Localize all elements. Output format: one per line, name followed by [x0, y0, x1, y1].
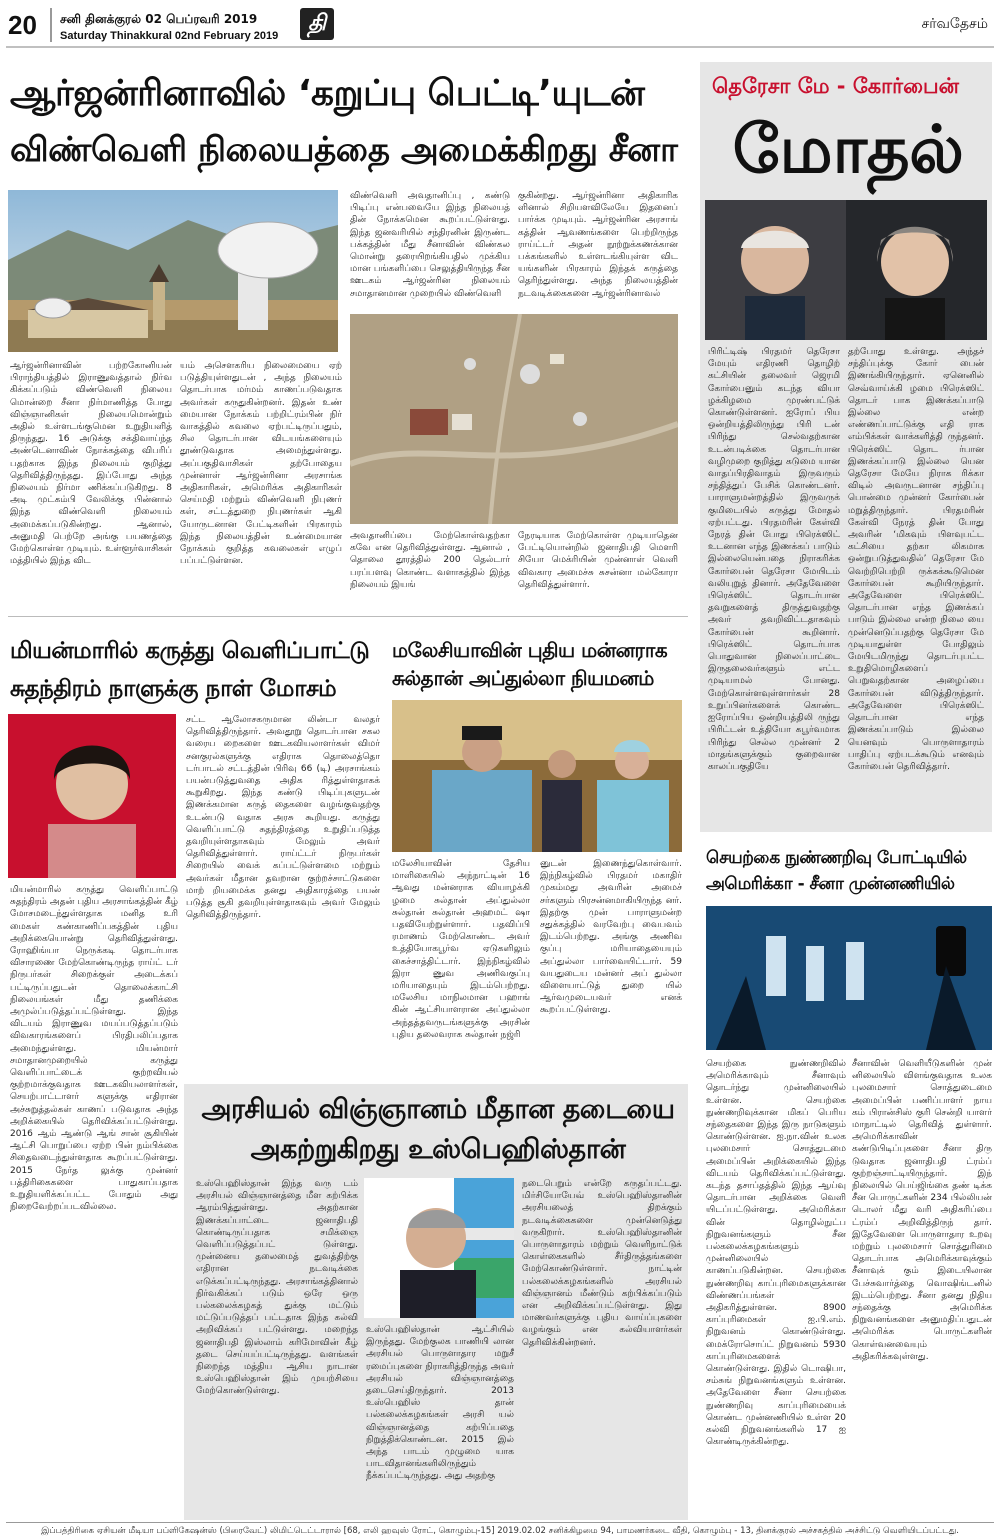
article2-photo-leaders [705, 200, 987, 340]
section-title: சர்வதேசம் [921, 16, 988, 32]
article3-photo-suu-kyi [8, 714, 176, 878]
footer-rule [6, 1522, 994, 1523]
article1-headline-line2: விண்வெளி நிலையத்தை அமைக்கிறது சீனா [10, 130, 678, 170]
article5-column-1: செயற்கை நுண்ணறிவில் அமெரிக்காவும் சீனாவும் தொடர்ந்து முன்னிலையில் உள்ளன. செயற்கை நுண்ணறிவுக்கான மிகப் பெரிய சந்தைகளை இந்த இரு நாடுகளும் கொண்டுள்ளன. ஐ.நா.வின் உலக புலமைசார் சொத்துடமை அமைப்பின் அறிக்கையில் இந்த விடயம் தெரிவிக்கப்பட்டுள்ளது. கடந்த தசாப்தத்தில் இந்த ஆய்வு தொடர்பான அறிக்கை வெளி யிடப்பட்டுள்ளது. அமெரிக்கா வின் தொழில்நுட்ப நிறுவனங்களும் சீன பல்கலைக்கழகங்களும் முன்னிலையில் காணப்படுகின்றன. செயற்கை நுண்ணறிவு காப்புரிமைகளுக்கான விண்ணப்பங்கள் அதிகரித்துள்ளன. 8900 காப்புரிமைகள் ஐ.பி.எம். நிறுவனம் கொண்டுள்ளது. மைக்ரோசொப்ட் நிறுவனம் 5930 காப்புரிமைகளைக் கொண்டுள்ளது. இதில் டொஷிபா, சம்சுங் நிறுவனங்களும் உள்ளன. அதேவேளை சீனா செயற்கை நுண்ணறிவு காப்புரிமையைக் கொண்ட முன்னணியில் உள்ள 20 கல்வி நிறுவனங்களில் 17 ஐ கொண்டிருக்கின்றது. [706, 1059, 846, 1448]
date-english: Saturday Thinakkural 02nd February 2019 [60, 30, 279, 42]
antenna-photo-illustration [8, 190, 338, 352]
article4-column-2: னுடன் இணைந்துகொள்வார். இந்நிகழ்வில் பிரதமர் மகாதிர் முகம்மது அவரின் அமைச் சர்களும் பிரசன்னமாகியிருந்த னர். இதற்கு முன் பாராளுமன்ற சதுக்கத்தில் வரவேற்பு வைபவம் இடம்பெற்றது. அங்கு அணிவ குப்பு மரியாதையையும் அப்துல்லா பார்வையிட்டார். 59 வயதுடைய மன்னர் அப் துல்லா விளையாட்டுத் துறை யில் ஆர்வமுடையவர் எனக் கூறப்பட்டுள்ளது. [540, 859, 682, 1016]
article1-column-3: விண்வெளி அவதானிப்பு , கண்டு பிடிப்பு என்பவையே இந்த நிலையத் தின் நோக்கமென கூறப்பட்டுள்ளது. இந்த ஜனவரியில் சந்திரனின் இருண்ட பக்கத்தின் மீது சீனாவின் விண்கல மொன்று தரையிறங்கியதில் முக்கிய மான பங்களிப்பை செலுத்தியிருந்த சீன ஊடகம் ஆர்ஜன்ரின நிலையம் சமாதானமான முறையில் விண்வெளி [350, 191, 510, 299]
satellite-photo-illustration [350, 314, 678, 524]
article6-headline-line2: அகற்றுகிறது உஸ்பெஹிஸ்தான் [250, 1134, 626, 1165]
page-number: 20 [8, 10, 37, 40]
article1-column-6: நேரடியாக மேற்கொள்ள முடியாதென பேட்டியொன்றில் ஜனாதிபதி மௌரி சியோ மெக்ரியின் முன்னாள் வெளி விவகார அமைச்சு சுசன்னா மல்கோரா தெரிவித்துள்ளார். [518, 531, 678, 590]
article4-headline-line1: மலேசியாவின் புதிய மன்னராக [392, 638, 668, 662]
article1-photo-antenna [8, 190, 338, 352]
article3-headline-line2: சுதந்திரம் நாளுக்கு நாள் மோசம் [10, 676, 337, 702]
header-rule [6, 46, 994, 48]
article4-column-1: மலேசியாவின் தேசிய மாளிகையில் அந்நாட்டின் 16 ஆவது மன்னராக வியாழக்கி ழமை சுல்தான் அப்துல்லா சுல்தான் சுல்தான் அஹமட் ஷா பதவியேற்றுள்ளார். பதவிப்பி ரமாணம் மேற்கொண்ட அவர் உத்தியோகபூர்வ ஏடுகளிலும் கைச்சாத்திட்டார். இந்நிகழ்வில் இரா ணுவ அணிவகுப்பு மரியாதையும் இடம்பெற்றது. மலேசிய மாநிலமான பஹாங் கின் ஆட்சியாளரான அப்துல்லா அந்தத்தவருடங்களுக்கு அரசின் புதிய தலைவராக சுல்தான் நஜ்ரி [392, 859, 530, 1040]
article4-headline-line2: சுல்தான் அப்துல்லா நியமனம் [392, 666, 654, 690]
article5-headline-line1: செயற்கை நுண்ணறிவு போட்டியில் [706, 848, 967, 868]
article6-headline-line1: அரசியல் விஞ்ஞானம் மீதான தடையை [201, 1094, 675, 1125]
article1-column-4: குகின்றது. ஆர்ஜன்ரினா அதிகாரிக ளினால் சிறியளவிலேயே இதனைப் பார்க்க முடியும். ஆர்ஜன்ரின அரசாங் கத்தின் ஆவணங்களை பெற்றிருந்த ராய்ட்டர் அதன் நூற்றுக்கணக்கான பக்கங்களில் உள்ளடங்கியுள்ள விட யங்களின் பிரகாரம் இந்தக் கருத்தை தெரிந்துள்ளது. அந்த நிலையத்தின் நடவடிக்கைகளை ஆர்ஜன்ரினாவல் [518, 191, 678, 299]
suu-kyi-photo-illustration [8, 714, 176, 878]
article2-column-2: தற்போது உள்ளது. அந்தச் சந்திப்புக்கு கோர் பைன் இணங்கியிருந்தார். ஏனெனில் செவ்வாய்க்கி ழமை பிரெக்ஸிட் தொடர் பாக இணக்கப்பாடு இல்லை என்ற எண்ணப்பாட்டுக்கு எதி ராக எம்பிக்கள் வாக்களித்தி ருந்தனர். பிரெக்ஸிட் தொட ர்பான இணக்கப்பாடு இல்லை யென தெரேசா மேயே நிராக ரிக்கா விடில் அவருடனான சந்திப்பு பொன்மை முன்னர் கோர்பைன் மறுத்திருந்தார். பிரதமரின் கேள்வி நேரத் தின் போது அவரின் ‘மிகவும் பிளவுபட்ட கட்சியை தற்கா லிகமாக ஒன்றுபடுத்துவதில்’ தெரேசா மே வெற்றிபெற்றி ருக்கக்கூடுமென கோர்பைன் கூறியிருந்தார். அதேவேளை பிரெக்ஸிட் தொடர்பான எந்த இணக்கப் பாடும் இல்லை என்ற நிலை யை முன்னெடுப்பதற்கு தெரேசா மே முடியாதுள்ள போதிலும் மேயிடமிருந்து தொடர்புபட்ட உறுதிமொழிகளைப் பெறுவதற்கான அழைப்பை கோர்பைன் விடுத்திருந்தார். அதேவேளை பிரெக்ஸிட் தொடர்பான எந்த இணக்கப்பாடும் இல்லை யெனவும் பொருளாதாரம் பாதிப்பு ஏற்படக்கூடும் எனவும் கோர்பைன் தெரிவித்தார். [848, 347, 984, 772]
article4-photo-sultan [392, 700, 682, 852]
article3-column-2: சட்ட ஆலோசகருமான லின்டா வலதர் தெரிவித்திருந்தார். அவதூறு தொடர்பான சகல வரைய றைகளை ஊடகவியலாளர்கள் விமர் சனகுரல்களுக்கு எதிராக தொலைத்தொ டர்பாடல் சட்டத்தின் பிரிவு 66 (டி) அரசாங்கம் பயன்படுத்துவதை அதிக ரித்துள்ளதாகக் கூறுகிறது. இந்த கண்டு பிடிப்புகளுடன் இணக்கமான கருத் தைகளை வழங்குவதற்கு உடன்படு வதாக அரசு கூறியது. கருத்து வெளிப்பாட்டு சுதந்திரத்தை உறுதிப்படுத்த தவறியுள்ளதாகவும் மேலும் அவர் தெரிவித்துள்ளார். ராய்ட்டர் நிருபர்கள் சிறையில் வைக் கப்பட்டுள்ளமை மற்றும் அவர்கள் மீதான தவறான குற்றச்சாட்டுகளை மாற் றியமைக்க தனது அதிகாரத்தை பயன் படுத்த சூகி தவறியுள்ளதாகவும் அவர் மேலும் தெரிவித்திருந்தார். [186, 715, 380, 921]
article2-column-1: பிரிட்டிஷ் பிரதமர் தெரேசா மேயும் எதிரணி தொழிற் கட்சியின் தலைவர் ஜெரமி கோர்பைனும் கடந்த வியா ழக்கிழமை முரண்பட்டுக் கொண்டுள்ளனர். ஐரோப் பிய ஒன்றியத்திலிருந்து பிரி டன் பிரிந்து செல்வதற்கான உடன்படிக்கை தொடர்பான வழிமுறை குறித்து கடுமை யான வாதப்பிரதிவாதம் இருவரும் சந்தித்துப் பேசிக் கொண்டனர். பாராளுமன்றத்தில் இருவருக் குமிடையில் கருத்து மோதல் ஏற்பட்டது. பிரதமரின் கேள்வி நேரத் தின் போது பிரெக்ஸிட் உடனான எந்த இணக்கப் பாடும் இல்லையென்பதை நிராகரிக்க கோர்பைன் தெரேசா மேயிடம் வலியுறுத் தினார். அதேவேளை பிரெக்ஸிட் தொடர்பான தவறுகளைத் திருத்துவதற்கு அவர் தவறிவிட்டதாகவும் கோர்பைன் கூறினார். பிரெக்ஸிட் தொடர்பாக பொதுவான நிலைப்பாட்டை இருதலைவர்களும் எட்ட முடியாமல் போனது. மேற்கொள்ளவுள்ளார்கள் 28 உறுப்பினர்களைக் கொண்ட ஐரோப்பிய ஒன்றியத்திலி ருந்து பிரிட்டன் உத்தியோ கபூர்வமாக பிரிந்து செல்ல முன்னர் 2 மாதங்களுக்கும் குறைவான காலப்பகுதியே [708, 347, 840, 772]
article1-column-2: யம் அசௌகரிய நிலைமையை ஏற் படுத்தியுள்ளதுடன் , அந்த நிலையம் தொடர்பாக மர்மம் காணப்படுவதாக அவர்கள் கருதுகின்றனர். இதன் உண் மையான நோக்கம் பற்றிட்ரம்பின் நிர் வாகத்தில் கவலை ஏற்பட்டிருப்பதும், சில தொடர்பான விடயங்களையும் தூண்டுவதாக அமைந்துள்ளது. அப்பகுதிவாசிகள் தற்போதைய முன்னாள் ஆர்ஜன்ரினா அரசாங்க அதிகாரிகள், அமெரிக்க அதிகாரிகள் செய்மதி மற்றும் விண்வெளி நிபுணர் கள், சட்டத்துறை நிபுணர்கள் ஆகி யோருடனான பேட்டிகளின் பிரகாரம் இந்த நிலையத்தின் உண்மையான நோக்கம் குறித்த கவலைகள் எழுப் பப்பட்டுள்ளன. [180, 361, 342, 567]
article2-kicker: தெரேசா மே - கோர்பைன் [712, 74, 959, 98]
article1-column-1: ஆர்ஜன்ரினாவின் பற்றகோனியன் பிராந்தியத்தில் இராணுவத்தால் நிர்வ கிக்கப்படும் விண்வெளி நிலைய மொன்றை சீனா நிர்மாணித்த போது விஞ்ஞானிகள் நிலையமொன்றும் அதில் உள்ளடங்குமென உறுதியளித் திருந்தது. 16 அடுக்கு சக்திவாய்ந்த அண்டெனாவின் நோக்கத்தை விபரிப் பதற்காக இந்த நிலையம் குறித்து தெரிவித்திருந்தது. இப்போது அந்த நிலையம் நிர்மா ணிக்கப்படுகிறது. 8 அடி முட்கம்பி வேலிக்கு பின்னால் இந்த விண்வெளி நிலையம் அமைக்கப்படுகின்றது. ஆனால், அனுமதி பெற்றே அங்கு பயணத்தை மேற்கொள்ள முடியும். உள்ளூர்வாசிகள் மத்தியில் இந்த விட [10, 361, 172, 567]
article1-photo-satellite [350, 314, 678, 524]
section-divider-1 [8, 616, 688, 617]
robots-photo-illustration [706, 906, 992, 1050]
sultan-photo-illustration [392, 700, 682, 852]
page-header [0, 0, 1000, 50]
karimov-photo-illustration [364, 1178, 514, 1318]
newspaper-logo: தி [300, 8, 334, 40]
article5-photo-robots [706, 906, 992, 1050]
page-number-divider [50, 8, 52, 42]
date-tamil: சனி தினக்குரல் 02 பெப்ரவரி 2019 [60, 12, 258, 26]
article6-column-2: உஸ்பெஹிஸ்தான் ஆட்சியில் இருந்தது. மேற்குலக பாணியி லான அரசியல் பொருளாதார மறுசீ ரமைப்புகளை நிராகரித்திருந்த அவர் அரசியல் விஞ்ஞானத்தை தடைசெய்திருந்தார். 2013 உஸ்பெஹிஸ் தான் பல்கலைக்கழகங்கள் அரசி யல் விஞ்ஞானத்தை கற்பிப்பதை நிறுத்திக்கொண்டன. 2015 இல் அந்த பாடம் முழுமை யாக பாடவிதானங்களிலிருந்தும் நீக்கப்பட்டிருந்தது. அது அதற்கு [366, 1325, 514, 1482]
article6-photo-karimov [364, 1178, 514, 1318]
article2-headline: மோதல் [732, 111, 964, 188]
article6-column-1: உஸ்பெஹிஸ்தான் இந்த வரு டம் அரசியல் விஞ்ஞானத்தை மீள கற்பிக்க ஆரம்பித்துள்ளது. அதற்கான இணக்கப்பாட்டை ஜனாதிபதி கொண்டிருப்பதாக சமிக்ஞை வெளிப்படுத்தப்பட் டுள்ளது. முன்னைய தலைமைத் துவத்திற்கு எதிரான நடவடிக்கை எடுக்கப்பட்டிருந்தது. அரசாங்கத்தினால் நிர்வகிக்கப் படும் ஒரே ஒரு பல்கலைக்கழகத் துக்கு மட்டும் மட்டுப்படுத்தப் பட்டதாக இந்த கல்வி அறிவிக்கப் பட்டுள்ளது. மறைந்த ஜனாதிபதி இஸ்லாம் கரிமோவின் கீழ் தடை செய்யப்பட்டிருந்தது. வளங்கள் நிறைந்த மத்திய ஆசிய நாடான உஸ்பெஹிஸ்தான் இம் முயற்சியை மேற்கொண்டுள்ளது. [196, 1179, 358, 1397]
article1-column-5: அவதானிப்பை மேற்கொள்வதற்கா கவே என தெரிவித்துள்ளது. ஆனால் , தொலை தூரத்தில் 200 தெல்டார் பரப்பளவு கொண்ட வளாகத்தில் இந்த நிலையம் இயங் [350, 531, 510, 590]
article5-column-2: சீனாவின் வெளியீடுகளின் முன் னிலையில் விளங்குவதாக உலக புலமைசார் சொத்துடைமை அமைப்பின் பணிப்பாளர் நாய கம் பிரான்சிஸ் குரி சென்றி யாளர் மாநாட்டில் தெரிவித் துள்ளார். அமெரிக்காவின் கண்டுபிடிப்புகளை சீனா திரு டுவதாக ஜனாதிபதி ட்ரம்ப் குற்றஞ்சாட்டியிருந்தார். இந் நிலையில் பெய்ஜிங்கை தண் டிக்க சீன பொருட்களின் 234 பில்லியன் டொலர் மீது வரி அதிகரிப்பை ட்ரம்ப் அறிவித்திருந் தார். இதேவேளை பொருளாதார உறவு மற்றும் புலமைசார் சொத்துரிமை தொடர்பாக அமெரிக்காவுக்கும் சீனாவுக் கும் இடையிலான பேச்சுவார்த்தை வொஷிங்டனில் இடம்பெற்றது. சீனா தனது நிதிய சந்தைக்கு அமெரிக்க நிறுவனங்களை அனுமதிப்பதுடன் அமெரிக்க பொருட்களின் கொள்வனவையும் அதிகரிக்கவுள்ளது. [852, 1059, 992, 1362]
leaders-photo-illustration [705, 200, 987, 340]
article3-column-1: மியன்மாரில் கருத்து வெளிப்பாட்டு சுதந்திரம் அதன் புதிய அரசாங்கத்தின் கீழ் மோசமடைந்துள்ளதாக மனித உரி மைகள் கண்காணிப்பகத்தின் புதிய அறிக்கையொன்று தெரிவித்துள்ளது. ரோஹிங்யா நெருக்கடி தொடர்பாக விசாரணை மேற்கொண்டிருந்த ராய்ட் டர் நிருபர்கள் சிறைக்குள் அடைக்கப் பட்டிருப்பதுடன் தொலைக்காட்சி நிலையங்கள் மீது தணிக்கை அமுல்ப்படுத்தப்பட்டுள்ளது. இந்த விடயம் இராணுவ மயப்படுத்தப்படும் விவகாரங்களைப் பிரதிபலிப்பதாக அமைந்துள்ளது. மியன்மார் சமாதானமுறையில் கருத்து வெளிப்பாட்டைக் குற்றவியல் குற்றமாக்குவதாக ஊடகவியலாளர்கள், செயற்பாட்டாளர் களுக்கு எதிரான அச்சுறுத்தல்கள் காணப் படுவதாக அந்த அறிக்கையில் தெரிவிக்கப்பட்டுள்ளது. 2016 ஆம் ஆண்டு ஆங் சான் சூகியின் ஆட்சி பொறுப்பை ஏற்ற பின் நம்பிக்கை சிதைவடைந்துள்ளதாக கூறப்பட்டுள்ளது. 2015 நேர்த லுக்கு முன்னர் பத்திரிகைகளை பாதுகாப்பதாக உறுதியளிக்கப்பட்ட போதும் அது நிறைவேற்றப்படவில்லை. [10, 885, 178, 1213]
article5-headline-line2: அமெரிக்கா - சீனா முன்னணியில் [706, 874, 955, 894]
article1-headline-line1: ஆர்ஜன்ரினாவில் ‘கறுப்பு பெட்டி’யுடன் [10, 73, 645, 114]
article6-column-3: நடைபெறும் என்றே கருதப்பட்டது. மிர்சியோயேவ் உஸ்பெஹிஸ்தானின் அரசியலைத் திறக்கும் நடவடிக்கைகளை முன்னெடுத்து வருகிறார். உஸ்பெஹிஸ்தானின் பொருளாதாரம் மற்றும் வெளிநாட்டுக் கொள்கைகளில் சீர்திருத்தங்களை மேற்கொண்டுள்ளார். நாட்டின் பல்கலைக்கழகங்களில் அரசியல் விஞ்ஞானம் மீண்டும் கற்பிக்கப்படும் என அறிவிக்கப்பட்டுள்ளது. இது மாணவர்களுக்கு புதிய வாய்ப்புகளை வழங்கும் என கல்வியாளர்கள் தெரிவிக்கின்றனர். [522, 1179, 682, 1348]
article3-headline-line1: மியன்மாரில் கருத்து வெளிப்பாட்டு [10, 638, 370, 664]
footer-imprint: இப்பத்திரிகை ஏசியன் மீடியா பப்ளிகேஷன்ஸ் (பிரைவேட்) லிமிட்டெட்டாரால் [68, எலி ஹவுஸ் ரோட், கொழும்பு-15] 2019.02.02 சனிக்கிழமை 94, பாமணர்கடை வீதி, கொழும்பு - 13, தினக்குரல் அச்சகத்தில் அச்சிட்டு வெளியிடப்பட்டது. [41, 1526, 959, 1536]
